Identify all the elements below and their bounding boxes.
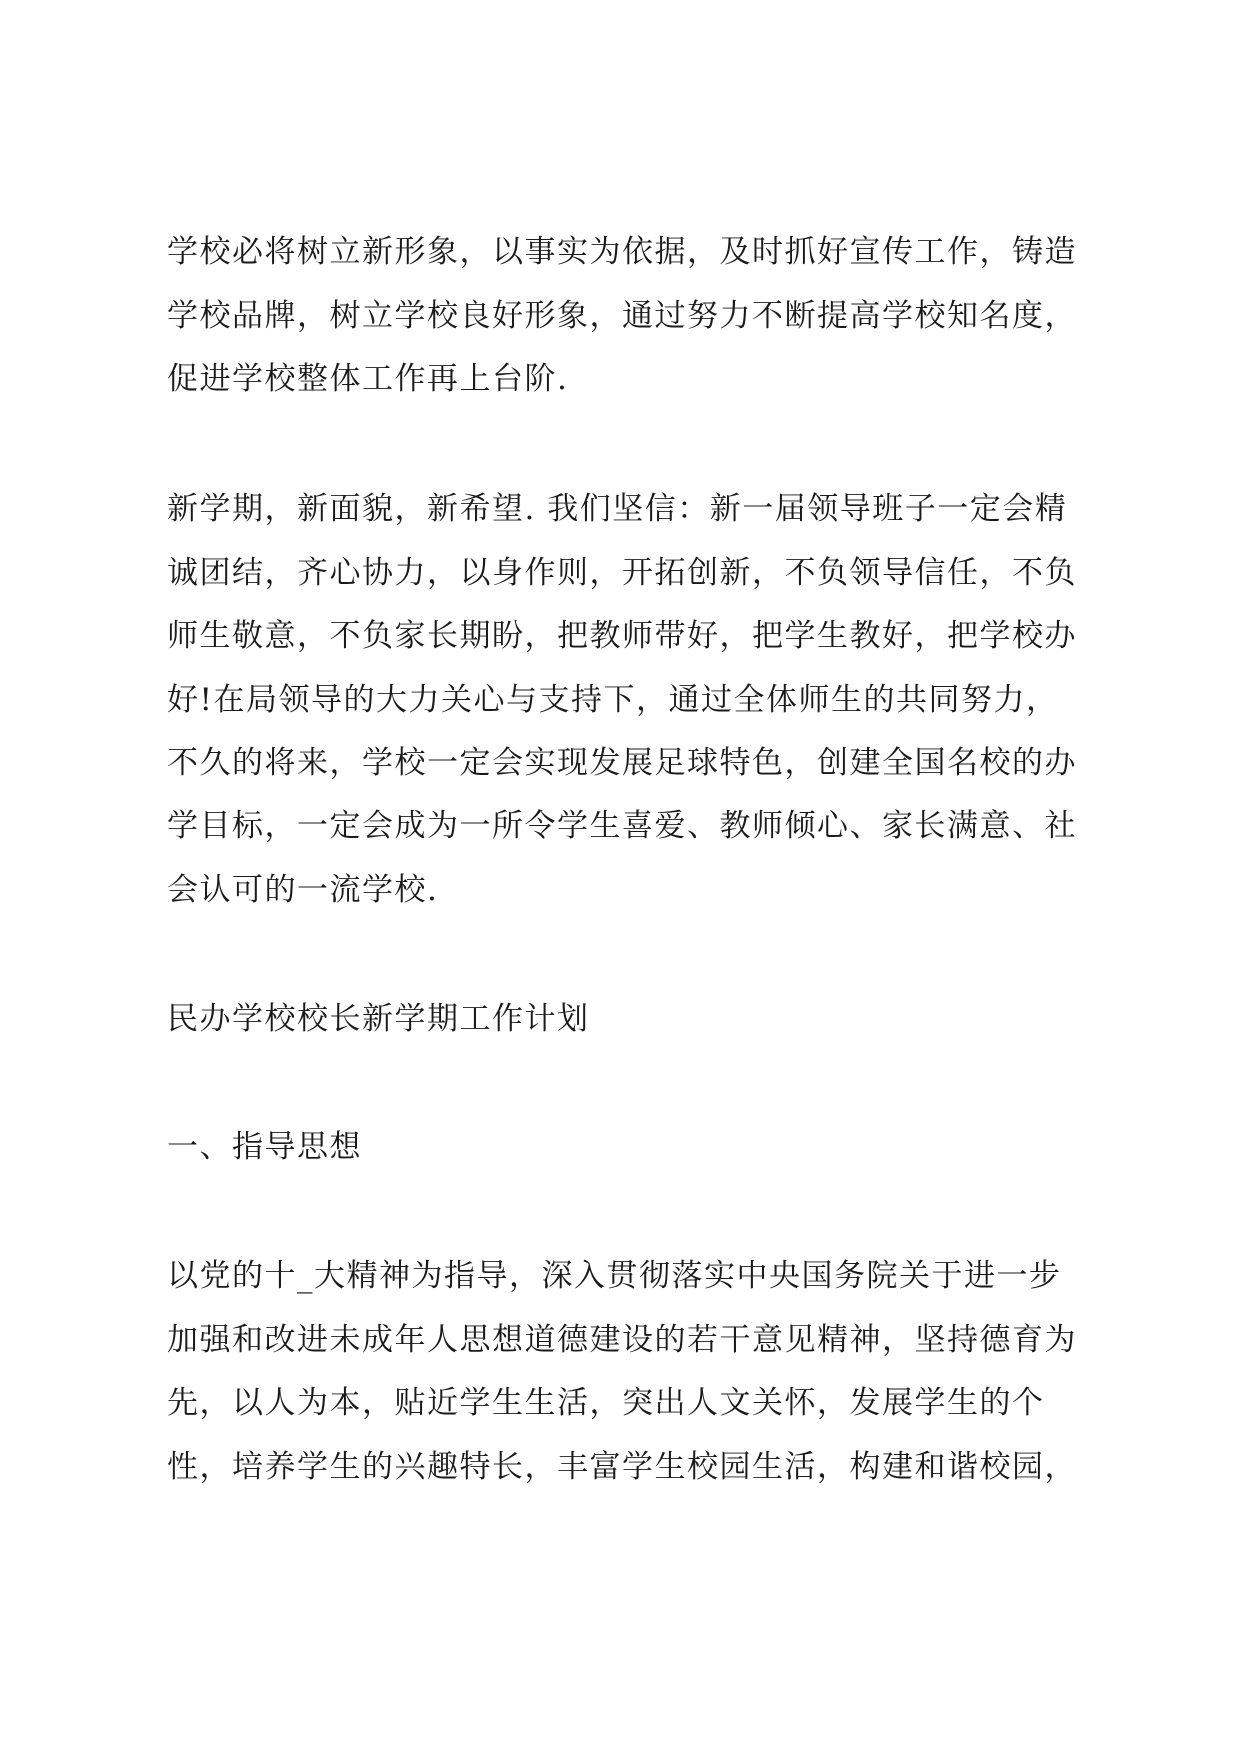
section-heading: 一、指导思想	[167, 1129, 362, 1165]
paragraph-2-line-4: 好!在局领导的大力关心与支持下，通过全体师生的共同努力，	[167, 682, 1059, 718]
paragraph-1-line-3: 促进学校整体工作再上台阶.	[167, 361, 569, 397]
document-title: 民办学校校长新学期工作计划	[167, 1001, 590, 1037]
paragraph-3-line-2: 加强和改进未成年人思想道德建设的若干意见精神，坚持德育为	[167, 1322, 1077, 1358]
paragraph-2-line-5: 不久的将来，学校一定会实现发展足球特色，创建全国名校的办	[167, 745, 1077, 781]
paragraph-1-line-1: 学校必将树立新形象，以事实为依据，及时抓好宣传工作，铸造	[167, 234, 1077, 270]
paragraph-2-line-2: 诚团结，齐心协力，以身作则，开拓创新，不负领导信任，不负	[167, 555, 1077, 591]
paragraph-2-line-7: 会认可的一流学校.	[167, 872, 439, 908]
paragraph-1-line-2: 学校品牌，树立学校良好形象，通过努力不断提高学校知名度，	[167, 298, 1077, 334]
paragraph-2-line-3: 师生敬意，不负家长期盼，把教师带好，把学生教好，把学校办	[167, 618, 1077, 654]
paragraph-3-line-1: 以党的十_大精神为指导，深入贯彻落实中央国务院关于进一步	[167, 1258, 1062, 1294]
paragraph-3-line-4: 性，培养学生的兴趣特长，丰富学生校园生活，构建和谐校园，	[167, 1449, 1077, 1485]
paragraph-3-line-3: 先，以人为本，贴近学生生活，突出人文关怀，发展学生的个	[167, 1385, 1045, 1421]
paragraph-2-line-6: 学目标，一定会成为一所令学生喜爱、教师倾心、家长满意、社	[167, 808, 1077, 844]
paragraph-2-line-1: 新学期，新面貌，新希望. 我们坚信：新一届领导班子一定会精	[167, 491, 1068, 527]
